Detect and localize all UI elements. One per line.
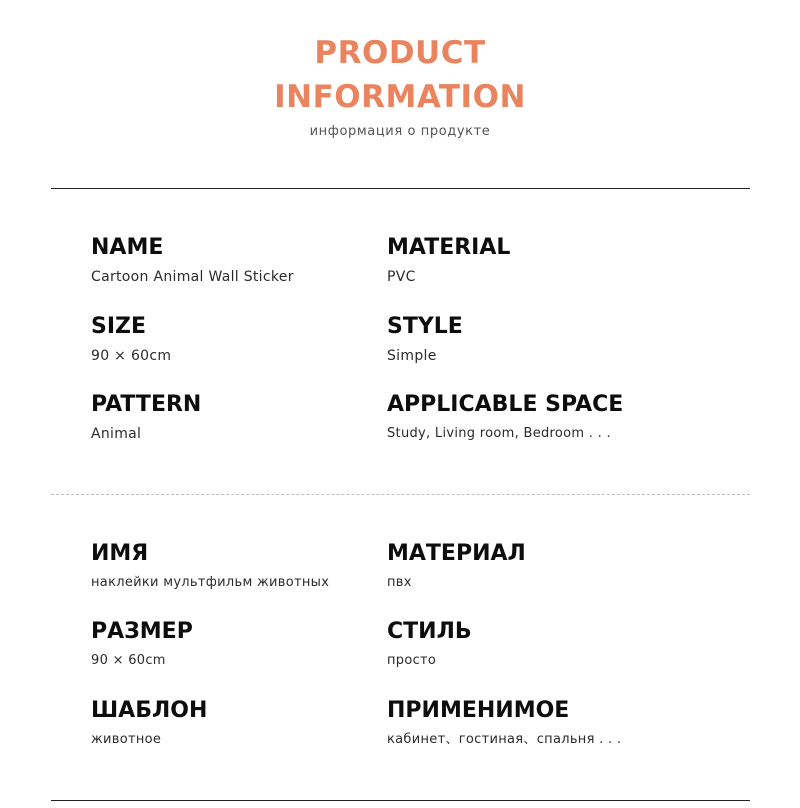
spec-style-ru-value: просто xyxy=(387,653,437,668)
spec-size-ru-value: 90 × 60cm xyxy=(91,653,166,668)
section-divider xyxy=(51,494,750,495)
spec-style-label: STYLE xyxy=(387,314,463,339)
spec-style-value: Simple xyxy=(387,348,437,364)
spec-pattern-ru-label: ШАБЛОН xyxy=(91,698,208,723)
spec-material-ru-label: МАТЕРИАЛ xyxy=(387,541,526,566)
spec-pattern-label: PATTERN xyxy=(91,392,202,417)
spec-name-ru-label: ИМЯ xyxy=(91,541,149,566)
spec-applicable-space-ru xyxy=(387,700,621,746)
spec-applicable-space xyxy=(387,394,623,440)
spec-material xyxy=(387,237,510,284)
spec-size-value: 90 × 60cm xyxy=(91,348,172,364)
spec-size-ru xyxy=(91,621,193,667)
spec-pattern-ru-value: животное xyxy=(91,732,162,747)
spec-name-value: Cartoon Animal Wall Sticker xyxy=(91,269,294,285)
spec-applicable-space-ru-value: кабинет、гостиная、спальня . . . xyxy=(387,732,622,747)
spec-name-ru-value: наклейки мультфильм животных xyxy=(91,575,330,590)
spec-pattern-ru xyxy=(91,700,207,746)
spec-style xyxy=(387,316,463,363)
spec-name-label: NAME xyxy=(91,235,164,260)
page-title-line-1: PRODUCT xyxy=(314,35,486,71)
spec-size-label: SIZE xyxy=(91,314,147,339)
spec-name xyxy=(91,237,294,284)
spec-material-label: MATERIAL xyxy=(387,235,511,260)
top-divider xyxy=(51,188,750,189)
spec-applicable-space-label: APPLICABLE SPACE xyxy=(387,392,624,417)
spec-material-ru xyxy=(387,543,526,589)
spec-name-ru xyxy=(91,543,329,589)
bottom-divider xyxy=(51,800,750,801)
spec-style-ru xyxy=(387,621,472,667)
page-title-line-2: INFORMATION xyxy=(274,79,526,115)
spec-size xyxy=(91,316,171,363)
spec-material-value: PVC xyxy=(387,269,416,285)
spec-style-ru-label: СТИЛЬ xyxy=(387,619,472,644)
page-subtitle: информация о продукте xyxy=(309,124,491,139)
spec-size-ru-label: РАЗМЕР xyxy=(91,619,193,644)
spec-applicable-space-ru-label: ПРИМЕНИМОЕ xyxy=(387,698,570,723)
spec-applicable-space-value: Study, Living room, Bedroom . . . xyxy=(387,426,611,441)
spec-material-ru-value: пвх xyxy=(387,575,412,590)
spec-pattern xyxy=(91,394,201,441)
spec-pattern-value: Animal xyxy=(91,426,142,442)
